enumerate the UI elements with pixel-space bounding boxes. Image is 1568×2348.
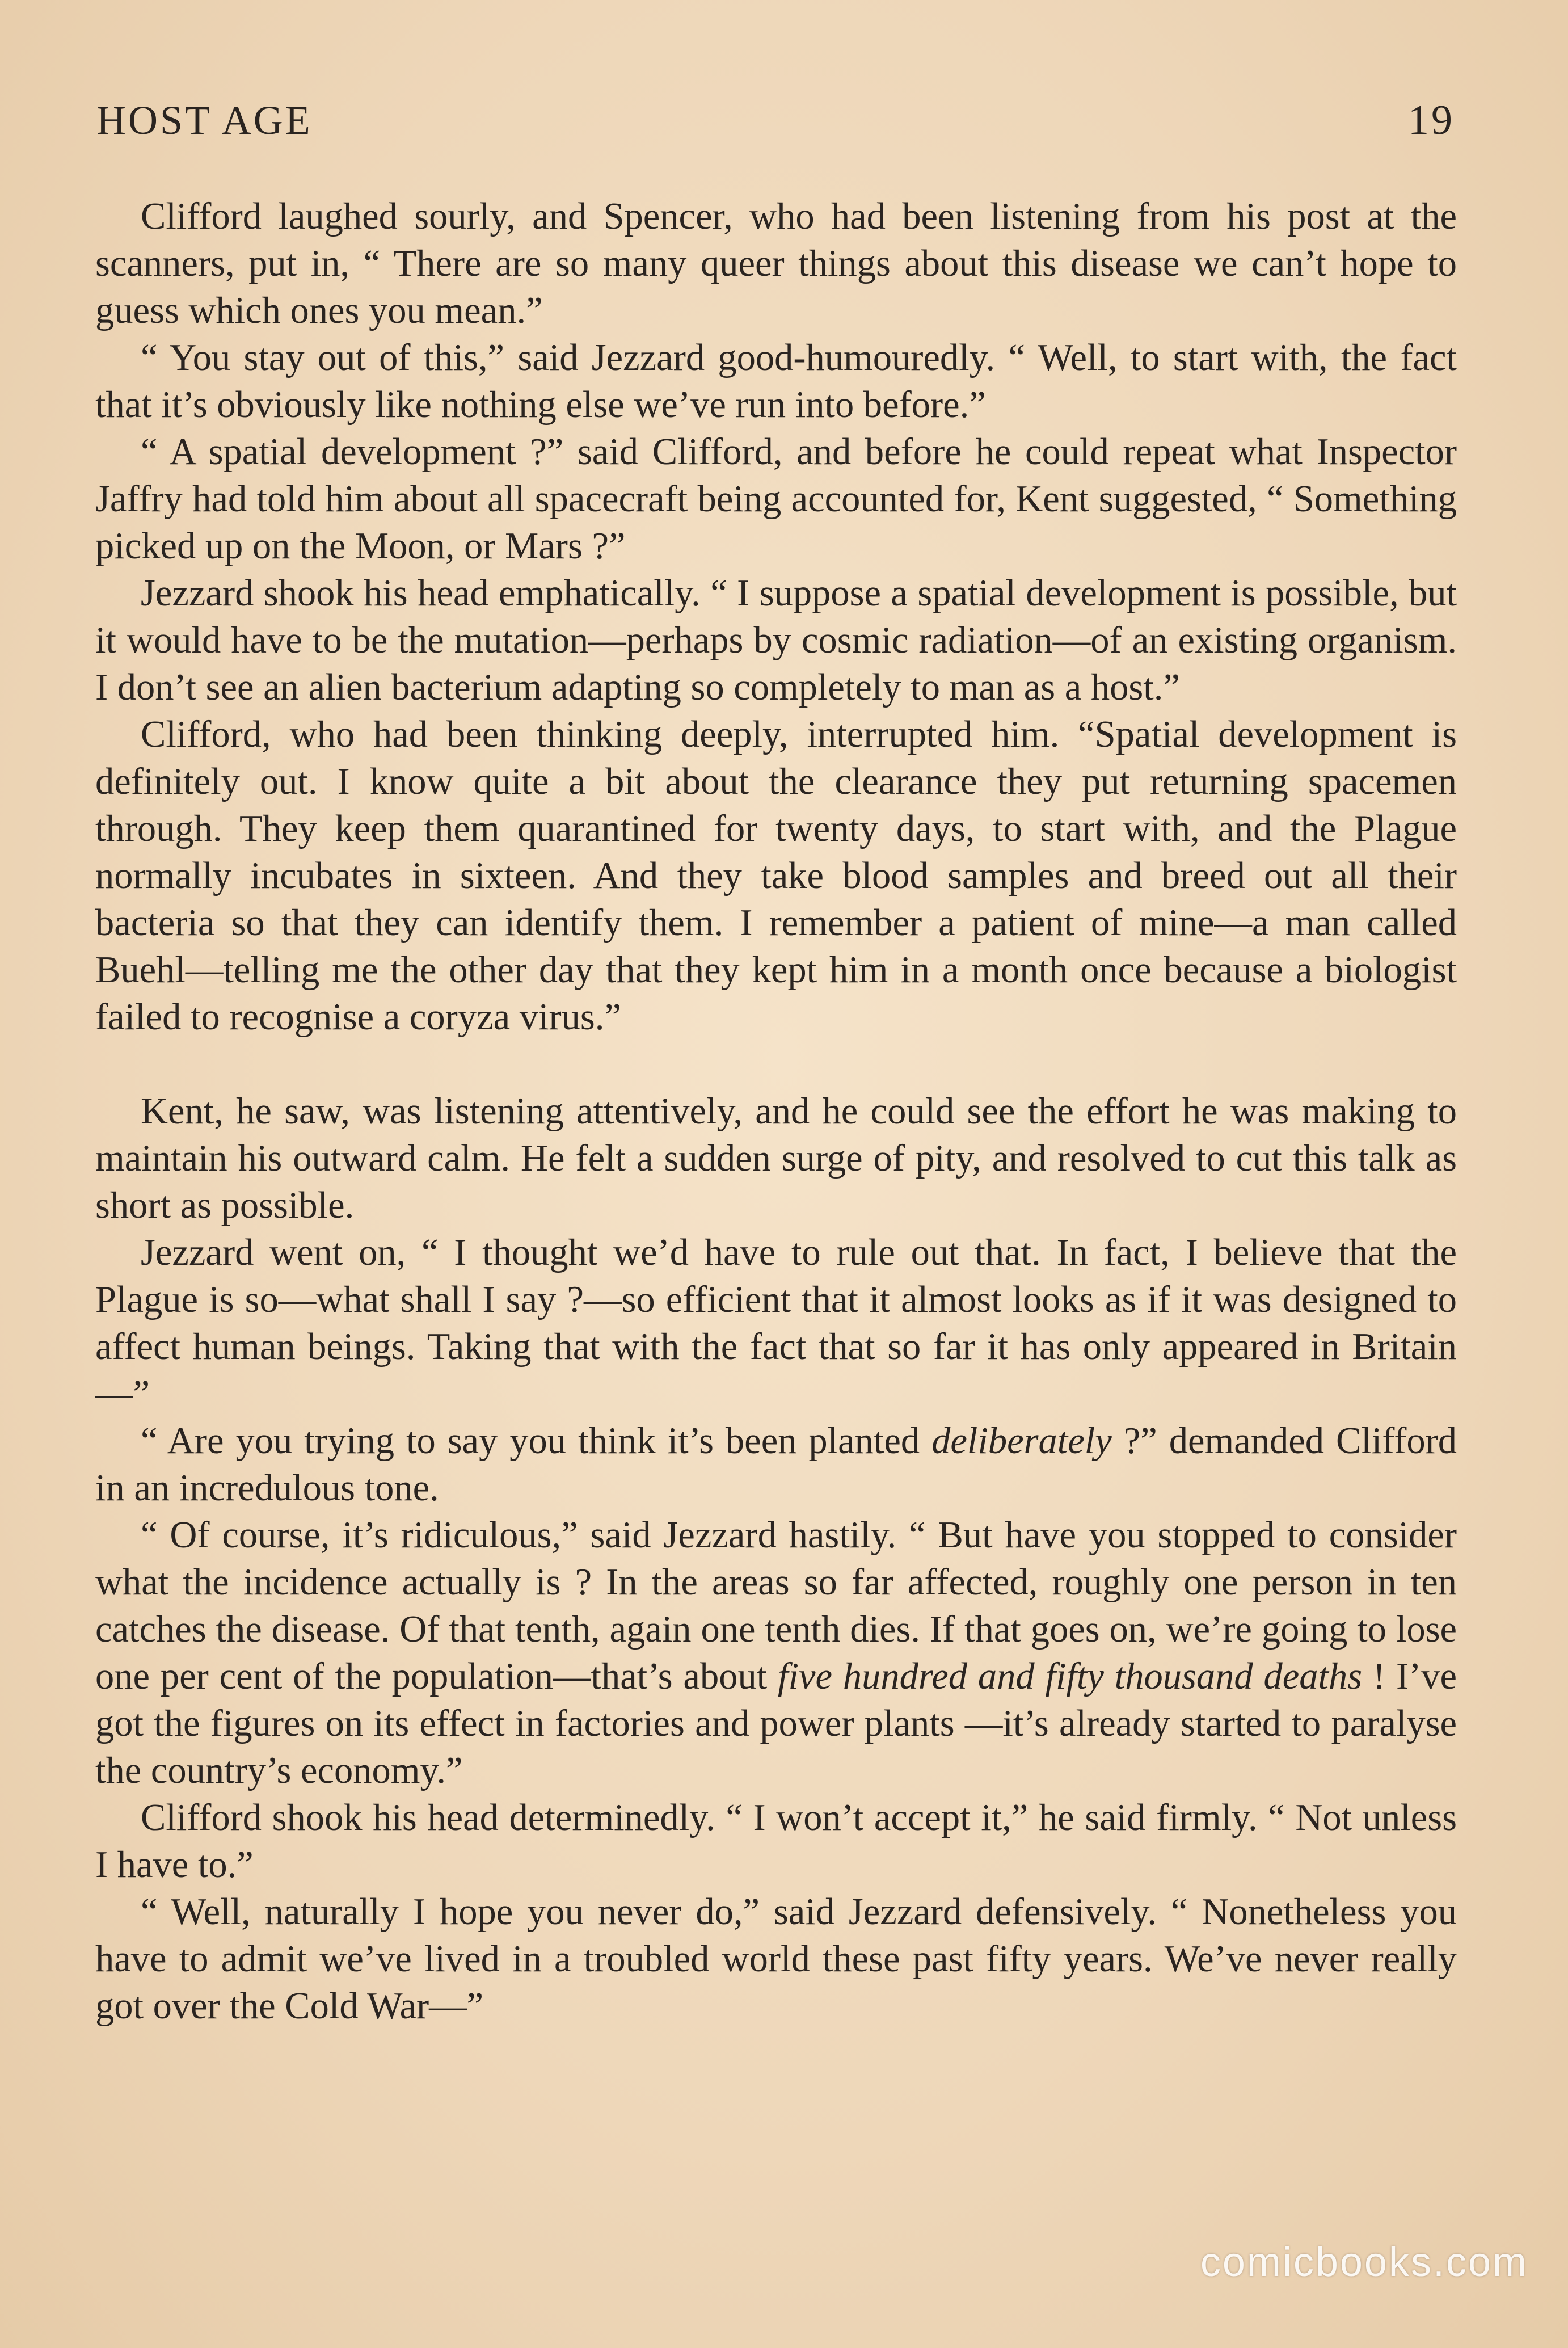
text-run: ?” demanded Clifford in an incredulous tone. <box>95 1420 1457 1509</box>
text-run: “ You stay out of this,” said Jezzard good-humouredly. “ Well, to start with, the fact that it’s obviously like nothing else we’ve run into before.” <box>95 337 1457 426</box>
italic-text: deliberately <box>931 1420 1112 1462</box>
body-text <box>95 193 1457 2030</box>
text-run: “ Of course, it’s ridiculous,” said Jezzard hastily. “ But have you stopped to consider what the incidence actually is ? In the areas so far affected, roughly one person in ten catches the disease. Of that tenth, again one tenth dies. If that goes on, we’re going to lose one per cent of the population—that’s about <box>95 1514 1457 1697</box>
paragraph <box>95 1088 1457 1229</box>
text-run: Kent, he saw, was listening attentively, and he could see the effort he was making to maintain his outward calm. He felt a sudden surge of pity, and resolved to cut this talk as short as possible. <box>95 1091 1457 1226</box>
paragraph <box>95 1794 1457 1888</box>
text-run: “ A spatial development ?” said Clifford, and before he could repeat what Inspector Jaffry had told him about all spacecraft being accounted for, Kent suggested, “ Something picked up on the Moon, or Mars ?” <box>95 431 1457 567</box>
text-run: Clifford shook his head determinedly. “ I won’t accept it,” he said firmly. “ Not unless I have to.” <box>95 1797 1457 1886</box>
paragraph <box>95 1888 1457 2030</box>
paragraph <box>95 193 1457 334</box>
paragraph <box>95 1417 1457 1512</box>
paragraph <box>95 428 1457 570</box>
paragraph <box>95 1229 1457 1417</box>
page-number: 19 <box>1408 97 1455 144</box>
text-run: Jezzard shook his head emphatically. “ I suppose a spatial development is possible, but it would have to be the mutation—perhaps by cosmic radiation—of an existing organism. I don’t see an alien bacterium adapting so completely to man as a host.” <box>95 573 1457 708</box>
text-run: “ Are you trying to say you think it’s been planted <box>141 1420 932 1462</box>
text-run: Jezzard went on, “ I thought we’d have to rule out that. In fact, I believe that the Plague is so—what shall I say ?—so efficient that it almost looks as if it was designed to affect human beings. Taking that with the fact that so far it has only appeared in Britain—” <box>95 1232 1457 1415</box>
paragraph <box>95 570 1457 711</box>
watermark: comicbooks.com <box>1200 2240 1528 2285</box>
text-run: Clifford laughed sourly, and Spencer, who had been listening from his post at the scanners, put in, “ There are so many queer things about this disease we can’t hope to guess which ones you mean.” <box>95 196 1457 331</box>
text-run: Clifford, who had been thinking deeply, interrupted him. “Spatial development is definitely out. I know quite a bit about the clearance they put returning spacemen through. They keep them quarantined for twenty days, to start with, and the Plague normally incubates in sixteen. And they take blood samples and breed out all their bacteria so that they can identify them. I remember a patient of mine—a man called Buehl—telling me the other day that they kept him in a month once because a biologist failed to recognise a coryza virus.” <box>95 714 1457 1038</box>
text-run: ! I’ve got the figures on its effect in factories and power plants —it’s already started to paralyse the country’s economy.” <box>95 1656 1457 1791</box>
paragraph <box>95 711 1457 1041</box>
italic-text: five hundred and fifty thousand deaths <box>778 1656 1363 1697</box>
running-head: HOST AGE <box>96 98 313 143</box>
text-run: “ Well, naturally I hope you never do,” said Jezzard defensively. “ Nonetheless you have to admit we’ve lived in a troubled world these past fifty years. We’ve never really got over the Cold War—” <box>95 1891 1457 2027</box>
paragraph <box>95 334 1457 428</box>
page-header <box>96 96 1455 153</box>
paragraph <box>95 1512 1457 1794</box>
